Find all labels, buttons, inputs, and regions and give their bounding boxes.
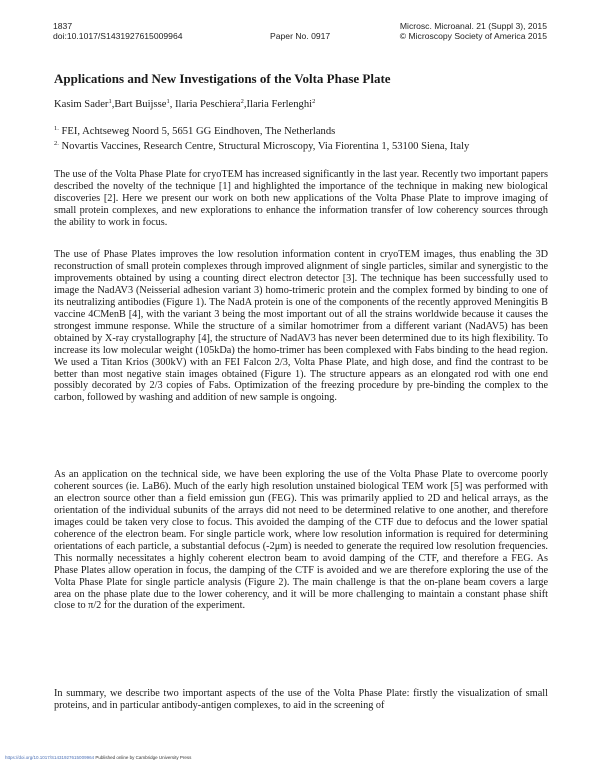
affiliation-2	[54, 141, 469, 152]
author-name: Bart Buijsse	[114, 99, 167, 110]
footer	[5, 755, 191, 760]
copyright: © Microscopy Society of America 2015	[399, 31, 547, 41]
footer-publisher: Published online by Cambridge University Press	[94, 755, 192, 760]
journal-citation: Microsc. Microanal. 21 (Suppl 3), 2015	[399, 21, 547, 31]
author-affil-sup: 2	[240, 98, 244, 105]
affiliation-marker: 2.	[54, 140, 59, 147]
body-paragraph-3: As an application on the technical side, we have been exploring the use of the Volta Phase Plate to overcome poorly coherent sources (ie. LaB6). Much of the early high resolution unstained biological TEM work [5] was performed with an electron source other than a field emission gun (FEG). This was primarily applied to 2D and helical arrays, as the orientation of the individual subunits of the arrays did not need to be determined relative to one another, and therefore images could be taken very close to focus. This avoided the damping of the CTF due to defocus and the lower spatial coherence of the electron beam. For single particle work, where low resolution information is required for determining orientations of each particle, a substantial defocus (-2μm) is needed to generate the required low resolution frequencies. This normally necessitates a highly coherent electron beam to avoid damping of the CTF, and therefore a FEG. As Phase Plates allow operation in focus, the damping of the CTF is avoided and we are therefore exploring the use of the Volta Phase Plate for single particle analysis (Figure 2). The main challenge is that the on-plane beam covers a large area on the phase plate due to the lower coherency, and it will be more challenging to maintain a constant phase shift close to π/2 for the duration of the experiment.	[54, 469, 548, 612]
author-name: Kasim Sader	[54, 99, 109, 110]
body-paragraph-4: In summary, we describe two important aspects of the use of the Volta Phase Plate: firstly the visualization of small proteins, and in particular antibody-antigen complexes, to aid in the screening of	[54, 688, 548, 711]
header-right	[400, 21, 547, 41]
doi-link[interactable]: https://doi.org/10.1017/S1431927615009964	[5, 755, 95, 760]
doi: doi:10.1017/S1431927615009964	[53, 31, 183, 41]
affiliation-text: FEI, Achtseweg Noord 5, 5651 GG Eindhoven, The Netherlands	[61, 126, 336, 137]
author-affil-sup: 2	[312, 98, 316, 105]
author-affil-sup: 1	[108, 98, 112, 105]
author-affil-sup: 1	[166, 98, 170, 105]
page-number: 1837	[53, 21, 73, 31]
affiliation-marker: 1.	[54, 125, 59, 132]
body-paragraph-2: The use of Phase Plates improves the low resolution information content in cryoTEM images, thus enabling the 3D reconstruction of small protein complexes through improved alignment of single particles, similar and synergistic to the improvements obtained by using a counting direct electron detector [3]. The technique has been successfully used to image the NadAV3 (Neisserial adhesion variant 3) homo-trimeric protein and the complex formed by binding to one of its neutralizing antibodies (Figure 1). The NadA protein is one of the components of the recently approved Meningitis B vaccine 4CMenB [4], with the variant 3 being the most important out of all the strains worldwide because it causes the strongest immune response. While the structure of a similar homotrimer from a different variant (NadAV5) has been obtained by X-ray crystallography [4], the structure of NadAV3 has never been determined due to its high flexibility. To increase its low molecular weight (105kDa) the homo-trimer has been complexed with Fabs binding to the head region. We used a Titan Krios (300kV) with an FEI Falcon 2/3, Volta Phase Plate, and high dose, and find the contrast to be better than most negative stain images obtained (Figure 1). The structure appears as an elongated rod with one end possibly decorated by 2/3 copies of Fabs. Optimization of the freezing procedure by pre-binding the complex to the carbon, followed by washing and addition of new sample is ongoing.	[54, 249, 548, 404]
body-paragraph-1: The use of the Volta Phase Plate for cryoTEM has increased significantly in the last year. Recently two important papers described the novelty of the technique [1] and highlighted the importance of the technique in making new biological discoveries [2]. Here we present our work on both new applications of the Volta Phase Plate to improve imaging of small protein complexes, and new explorations to enhance the information transfer of low coherency sources through the ability to work in focus.	[54, 169, 548, 228]
paper-number: Paper No. 0917	[270, 31, 331, 41]
author-name: Ilaria Ferlenghi	[246, 99, 313, 110]
affiliation-text: Novartis Vaccines, Research Centre, Structural Microscopy, Via Fiorentina 1, 53100 Siena, Italy	[61, 141, 470, 152]
paper-title: Applications and New Investigations of the Volta Phase Plate	[54, 71, 391, 86]
header-left	[53, 21, 183, 41]
header-center	[270, 31, 330, 41]
affiliation-1	[54, 126, 335, 137]
author-name: Ilaria Peschiera	[174, 99, 241, 110]
author-list: Kasim Sader$^1$,Bart Buijsse$^1$, Ilaria Peschiera$^2$,Ilaria Ferlenghi$^2$	[54, 98, 316, 110]
